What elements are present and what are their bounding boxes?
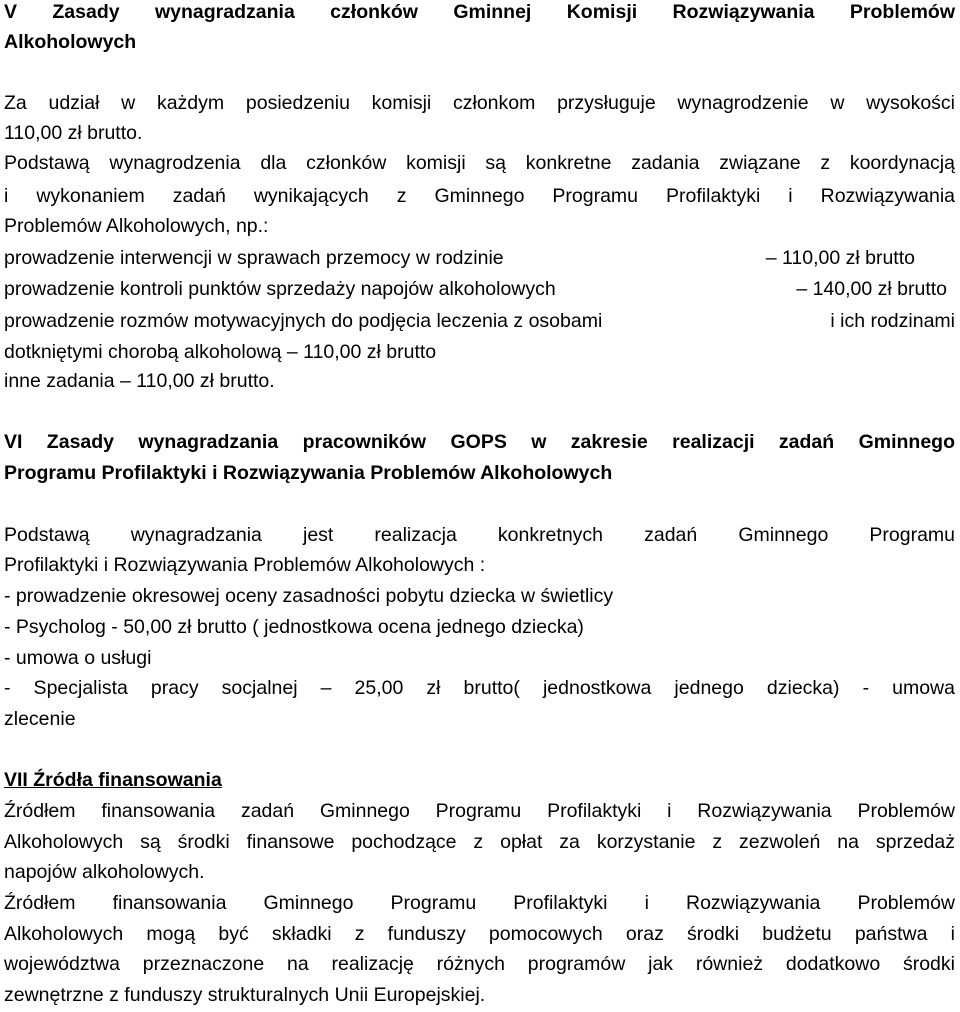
section-7-paragraph-2-line-4: zewnętrzne z funduszy strukturalnych Unii Europejskiej. bbox=[4, 984, 486, 1006]
list-item: - umowa o usługi bbox=[4, 647, 152, 669]
section-5-heading-line-2: Alkoholowych bbox=[4, 31, 137, 53]
section-7-paragraph-2-line-1: Źródłem finansowania Gminnego Programu Profilaktyki i Rozwiązywania Problemów bbox=[4, 892, 955, 914]
list-item-continuation: zlecenie bbox=[4, 708, 76, 730]
section-5-paragraph-1-line-2: 110,00 zł brutto. bbox=[4, 122, 143, 144]
section-6-heading-line-2: Programu Profilaktyki i Rozwiązywania Problemów Alkoholowych bbox=[4, 462, 613, 484]
section-5-paragraph-2-line-1: Podstawą wynagrodzenia dla członków komisji są konkretne zadania związane z koordynacją bbox=[4, 152, 955, 174]
task-name: prowadzenie rozmów motywacyjnych do podjęcia leczenia z osobami bbox=[4, 310, 603, 332]
task-row-continuation: dotkniętymi chorobą alkoholową – 110,00 zł brutto bbox=[4, 341, 437, 363]
list-item: - Specjalista pracy socjalnej – 25,00 zł brutto( jednostkowa jednego dziecka) - umowa bbox=[4, 677, 955, 699]
task-amount: – 110,00 zł brutto bbox=[765, 247, 915, 269]
list-item: - prowadzenie okresowej oceny zasadności pobytu dziecka w świetlicy bbox=[4, 585, 614, 607]
section-6-paragraph-line-2: Profilaktyki i Rozwiązywania Problemów Alkoholowych : bbox=[4, 554, 486, 576]
task-row bbox=[4, 274, 955, 304]
task-row bbox=[4, 306, 955, 336]
section-7-paragraph-2-line-2: Alkoholowych mogą być składki z funduszy pomocowych oraz środki budżetu państwa i bbox=[4, 923, 955, 945]
section-7-heading: VII Źródła finansowania bbox=[4, 769, 222, 791]
task-amount: i ich rodzinami bbox=[830, 310, 955, 332]
task-row-other: inne zadania – 110,00 zł brutto. bbox=[4, 370, 275, 392]
list-item: - Psycholog - 50,00 zł brutto ( jednostkowa ocena jednego dziecka) bbox=[4, 616, 584, 638]
section-7-paragraph-1-line-2: Alkoholowych są środki finansowe pochodzące z opłat za korzystanie z zezwoleń na sprzedaż bbox=[4, 831, 955, 853]
section-7-paragraph-2-line-3: województwa przeznaczone na realizację różnych programów jak również dodatkowo środki bbox=[4, 953, 955, 975]
section-6-heading-line-1: VI Zasady wynagradzania pracowników GOPS w zakresie realizacji zadań Gminnego bbox=[4, 431, 955, 453]
section-5-paragraph-2-line-2: i wykonaniem zadań wynikających z Gminnego Programu Profilaktyki i Rozwiązywania bbox=[4, 185, 955, 207]
task-name: prowadzenie kontroli punktów sprzedaży napojów alkoholowych bbox=[4, 278, 556, 300]
task-row bbox=[4, 243, 955, 273]
task-amount: – 140,00 zł brutto bbox=[796, 278, 947, 300]
section-6-paragraph-line-1: Podstawą wynagradzania jest realizacja konkretnych zadań Gminnego Programu bbox=[4, 524, 955, 546]
section-5-paragraph-1-line-1: Za udział w każdym posiedzeniu komisji członkom przysługuje wynagrodzenie w wysokości bbox=[4, 92, 955, 114]
section-7-paragraph-1-line-1: Źródłem finansowania zadań Gminnego Programu Profilaktyki i Rozwiązywania Problemów bbox=[4, 800, 955, 822]
task-name: prowadzenie interwencji w sprawach przemocy w rodzinie bbox=[4, 247, 504, 269]
section-5-paragraph-2-line-3: Problemów Alkoholowych, np.: bbox=[4, 215, 269, 237]
section-7-paragraph-1-line-3: napojów alkoholowych. bbox=[4, 861, 205, 883]
section-5-heading-line-1: V Zasady wynagradzania członków Gminnej Komisji Rozwiązywania Problemów bbox=[4, 1, 955, 23]
